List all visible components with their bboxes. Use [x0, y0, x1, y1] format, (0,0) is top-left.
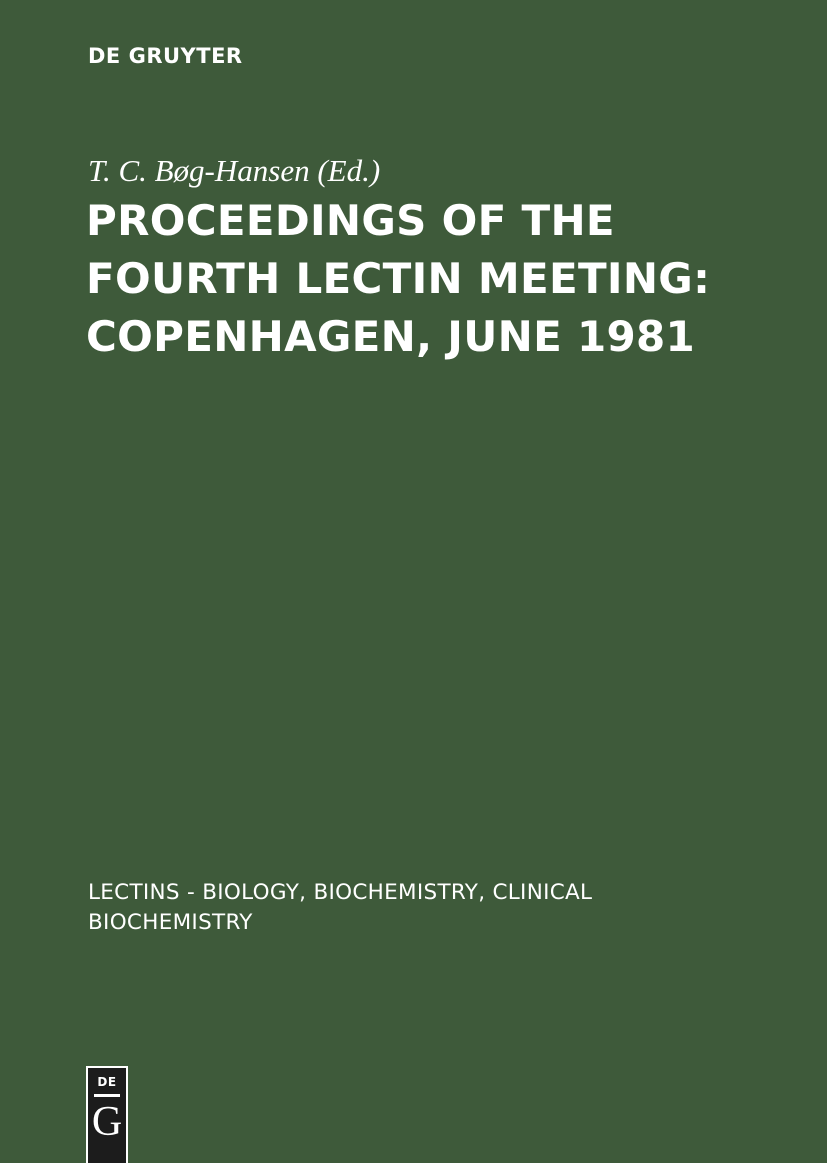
logo-g-letter: G [91, 1099, 123, 1145]
editor-name: T. C. Bøg-Hansen (Ed.) [88, 153, 381, 188]
publisher-logo-block [88, 1068, 126, 1163]
logo-divider [94, 1094, 120, 1097]
publisher-name: DE GRUYTER [88, 44, 243, 68]
logo-de-text: DE [97, 1075, 117, 1089]
series-title: LECTINS - BIOLOGY, BIOCHEMISTRY, CLINICAL BIOCHEMISTRY [88, 880, 593, 935]
book-title: PROCEEDINGS OF THE FOURTH LECTIN MEETING: COPENHAGEN, JUNE 1981 [86, 196, 711, 361]
publisher-logo [86, 1066, 128, 1163]
